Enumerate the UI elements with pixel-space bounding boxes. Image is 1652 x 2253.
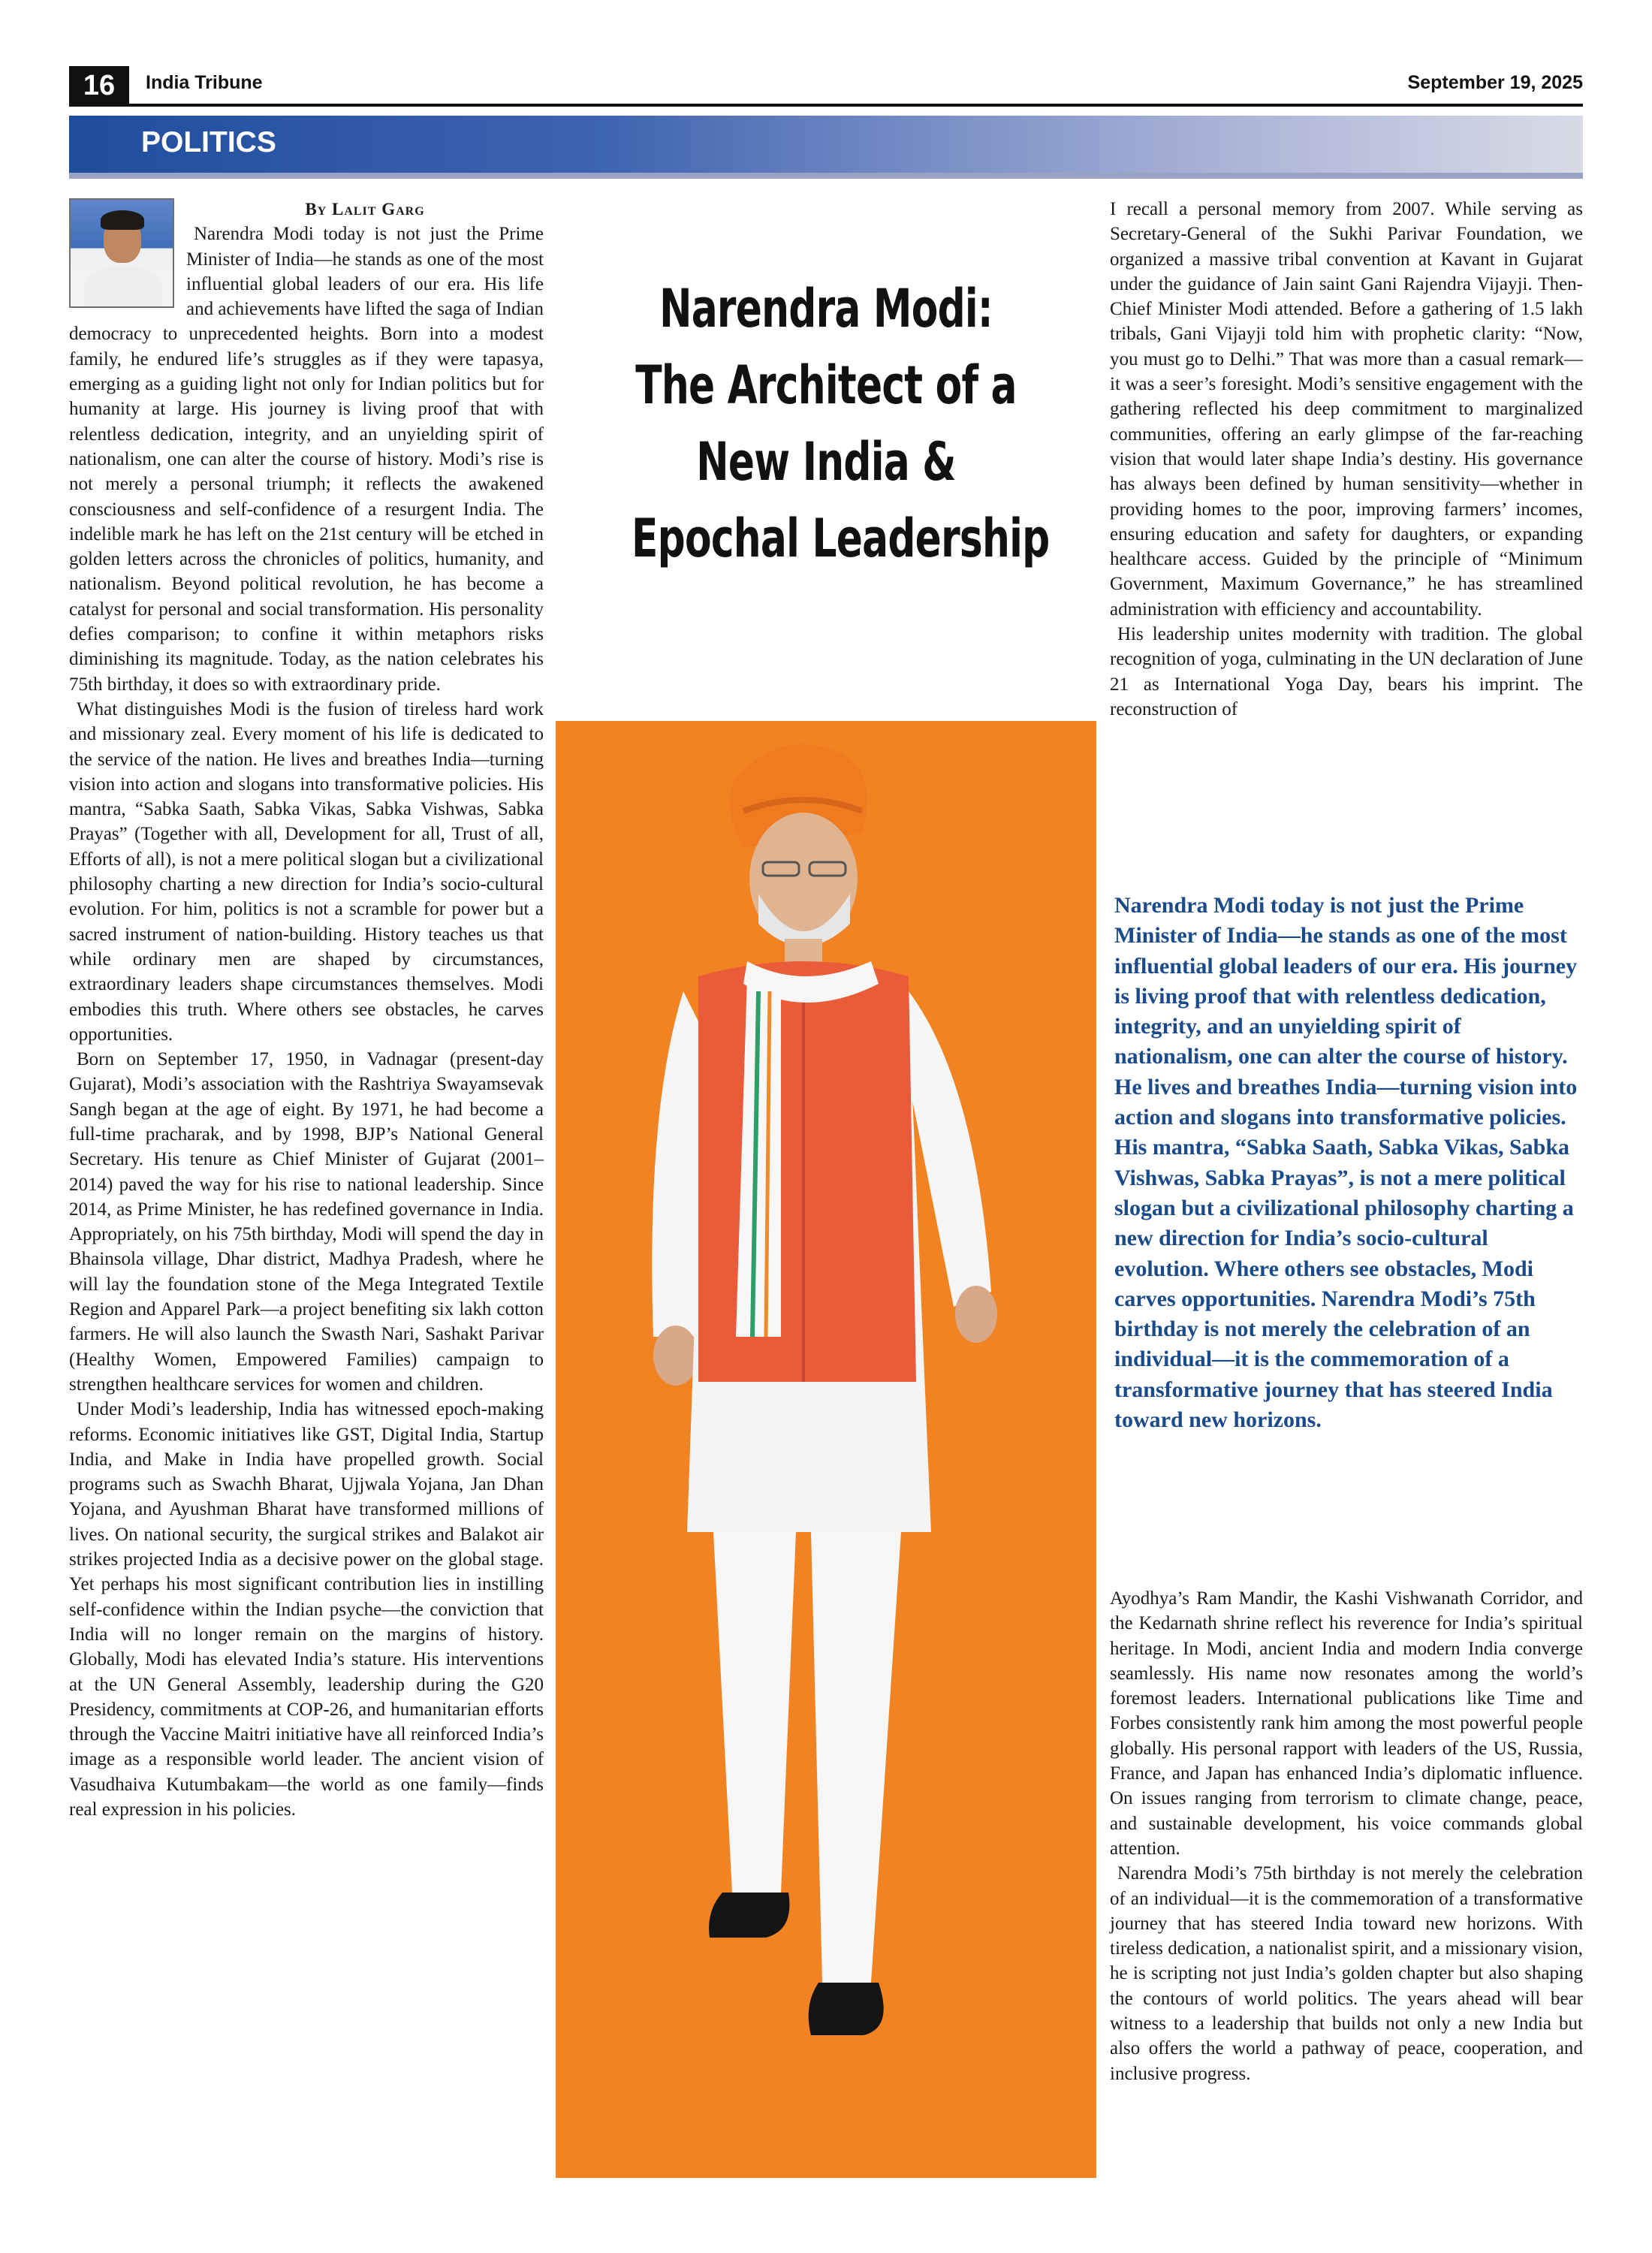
leader-photo-illustration <box>556 721 1096 2178</box>
paragraph: What distinguishes Modi is the fusion of tireless hard work and missionary zeal. Every moment of his life is dedicated to the service of the nation. He lives and breathes India—turning vision into action and slogans into transformative policies. His mantra, “Sabka Saath, Sabka Vikas, Sabka Vishwas, Sabka Prayas” (Together with all, Development for all, Trust of all, Efforts of all), is not a mere political slogan but a civilizational philosophy charting a new direction for India’s socio-cultural evolution. For him, politics is not a scramble for power but a sacred instrument of nation-building. History teaches us that while ordinary men are shaped by circumstances, extraordinary leaders shape circumstances themselves. Modi embodies this truth. Where others see obstacles, he carves opportunities. <box>69 698 544 1045</box>
headline-line: Narendra Modi: <box>659 278 993 339</box>
section-label: POLITICS <box>141 126 276 158</box>
issue-date: September 19, 2025 <box>1407 72 1583 93</box>
article-right-column-top <box>1110 197 1583 722</box>
leader-photo <box>556 721 1096 2178</box>
paragraph: Ayodhya’s Ram Mandir, the Kashi Vishwanath Corridor, and the Kedarnath shrine reflect his reverence for India’s spiritual heritage. In Modi, ancient India and modern India converge seamlessly. His name now resonates among the world’s foremost leaders. International publications like Time and Forbes consistently rank him among the most powerful people globally. His personal rapport with leaders of the US, Russia, France, and Japan has enhanced India’s diplomatic influence. On issues ranging from terrorism to climate change, peace, and sustainable development, his voice commands global attention. <box>1110 1588 1583 1859</box>
paragraph: I recall a personal memory from 2007. While serving as Secretary-General of the Sukhi Parivar Foundation, we organized a massive tribal convention at Kavant in Gujarat under the guidance of Jain saint Gani Rajendra Vijayji. Then-Chief Minister Modi attended. Before a gathering of 1.5 lakh tribals, Gani Vijayji told him with prophetic clarity: “Now, you must go to Delhi.” That was more than a casual remark—it was a seer’s foresight. Modi’s sensitive engagement with the gathering reflected his deep commitment to marginalized communities, offering an early glimpse of the far-reaching vision that would later shape India’s destiny. His governance has always been defined by human sensitivity—whether in providing homes to the poor, improving farmers’ incomes, ensuring education and safety for daughters, or expanding healthcare access. Guided by the principle of “Minimum Government, Maximum Governance,” he has streamlined administration with efficiency and accountability. <box>1110 199 1583 620</box>
paragraph: Narendra Modi’s 75th birthday is not merely the celebration of an individual—it is the commemoration of a transformative journey that has steered India toward new horizons. With tireless dedication, a nationalist spirit, and a missionary vision, he is scripting not just India’s golden chapter but also shaping the contours of world politics. The years ahead will bear witness to a leadership that builds not only a new India but also offers the world a pathway of peace, cooperation, and inclusive progress. <box>1110 1863 1583 2084</box>
paragraph: His leadership unites modernity with tradition. The global recognition of yoga, culminating in the UN declaration of June 21 as International Yoga Day, bears his imprint. The reconstruction of <box>1110 624 1583 719</box>
headline-line: Epochal Leadership <box>632 508 1050 569</box>
paragraph: Born on September 17, 1950, in Vadnagar (present-day Gujarat), Modi’s association with the Rashtriya Swayamsevak Sangh began at the age of eight. By 1971, he had become a full-time pracharak, and by 1998, BJP’s National General Secretary. His tenure as Chief Minister of Gujarat (2001–2014) paved the way for his rise to national leadership. Since 2014, as Prime Minister, he has redefined governance in India. Appropriately, on his 75th birthday, Modi will spend the day in Bhainsola village, Dhar district, Madhya Pradesh, where he will lay the foundation stone of the Mega Integrated Textile Region and Apparel Park—a project benefiting six lakh cotton farmers. He will also launch the Swasth Nari, Sashakt Parivar (Healthy Women, Empowered Families) campaign to strengthen healthcare services for women and children. <box>69 1049 544 1395</box>
headline-line: The Architect of a <box>635 354 1017 416</box>
page-number: 16 <box>69 66 129 105</box>
paragraph: Under Modi’s leadership, India has witnessed epoch-making reforms. Economic initiatives like GST, Digital India, Startup India, and Make in India have propelled growth. Social programs such as Swachh Bharat, Ujjwala Yojana, Jan Dhan Yojana, and Ayushman Bharat have transformed millions of lives. On national security, the surgical strikes and Balakot air strikes projected India as a decisive power on the global stage. Yet perhaps his most significant contribution lies in instilling self-confidence within the Indian psyche—the conviction that India will no longer remain on the margins of history. Globally, Modi has elevated India’s stature. His interventions at the UN General Assembly, leadership during the G20 Presidency, commitments at COP-26, and humanitarian efforts through the Vaccine Maitri initiative have all reinforced India’s image as a responsible world leader. The ancient vision of Vasudhaiva Kutumbakam—the world as one family—finds real expression in his policies. <box>69 1399 544 1820</box>
byline: By Lalit Garg <box>305 200 425 219</box>
article-left-column <box>69 197 544 1822</box>
headline-line: New India & <box>696 431 956 493</box>
headline <box>632 270 1050 577</box>
pull-quote: Narendra Modi today is not just the Prime Minister of India—he stands as one of the most influential global leaders of our era. His journey is living proof that with relentless dedication, integrity, and an unyielding spirit of nationalism, one can alter the course of history. He lives and breathes India—turning vision into action and slogans into transformative policies. His mantra, “Sabka Saath, Sabka Vikas, Sabka Vishwas, Sabka Prayas”, is not a mere political slogan but a civilizational philosophy charting a new direction for India’s socio-cultural evolution. Where others see obstacles, Modi carves opportunities. Narendra Modi’s 75th birthday is not merely the celebration of an individual—it is the commemoration of a transformative journey that has steered India toward new horizons. <box>1114 893 1578 1433</box>
publication-name: India Tribune <box>146 72 263 93</box>
article-right-column-bottom <box>1110 1586 1583 2086</box>
paragraph: Narendra Modi today is not just the Prime Minister of India—he stands as one of the most influential global leaders of our era. His life and achievements have lifted the saga of Indian democracy to unprecedented heights. Born into a modest family, he endured life’s struggles as if they were tapasya, emerging as a guiding light not only for Indian politics but for humanity at large. His journey is living proof that with relentless dedication, integrity, and an unyielding spirit of nationalism, one can alter the course of history. Modi’s rise is not merely a personal triumph; it reflects the awakened consciousness and self-confidence of a resurgent India. The indelible mark he has left on the 21st century will be etched in golden letters across the chronicles of politics, humanity, and nationalism. Beyond political revolution, he has become a catalyst for personal and social transformation. His personality defies comparison; to confine it within metaphors risks diminishing its magnitude. Today, as the nation celebrates his 75th birthday, it does so with extraordinary pride. <box>69 224 544 695</box>
header-rule <box>69 104 1583 107</box>
section-banner <box>69 116 1583 179</box>
author-photo <box>69 198 174 308</box>
